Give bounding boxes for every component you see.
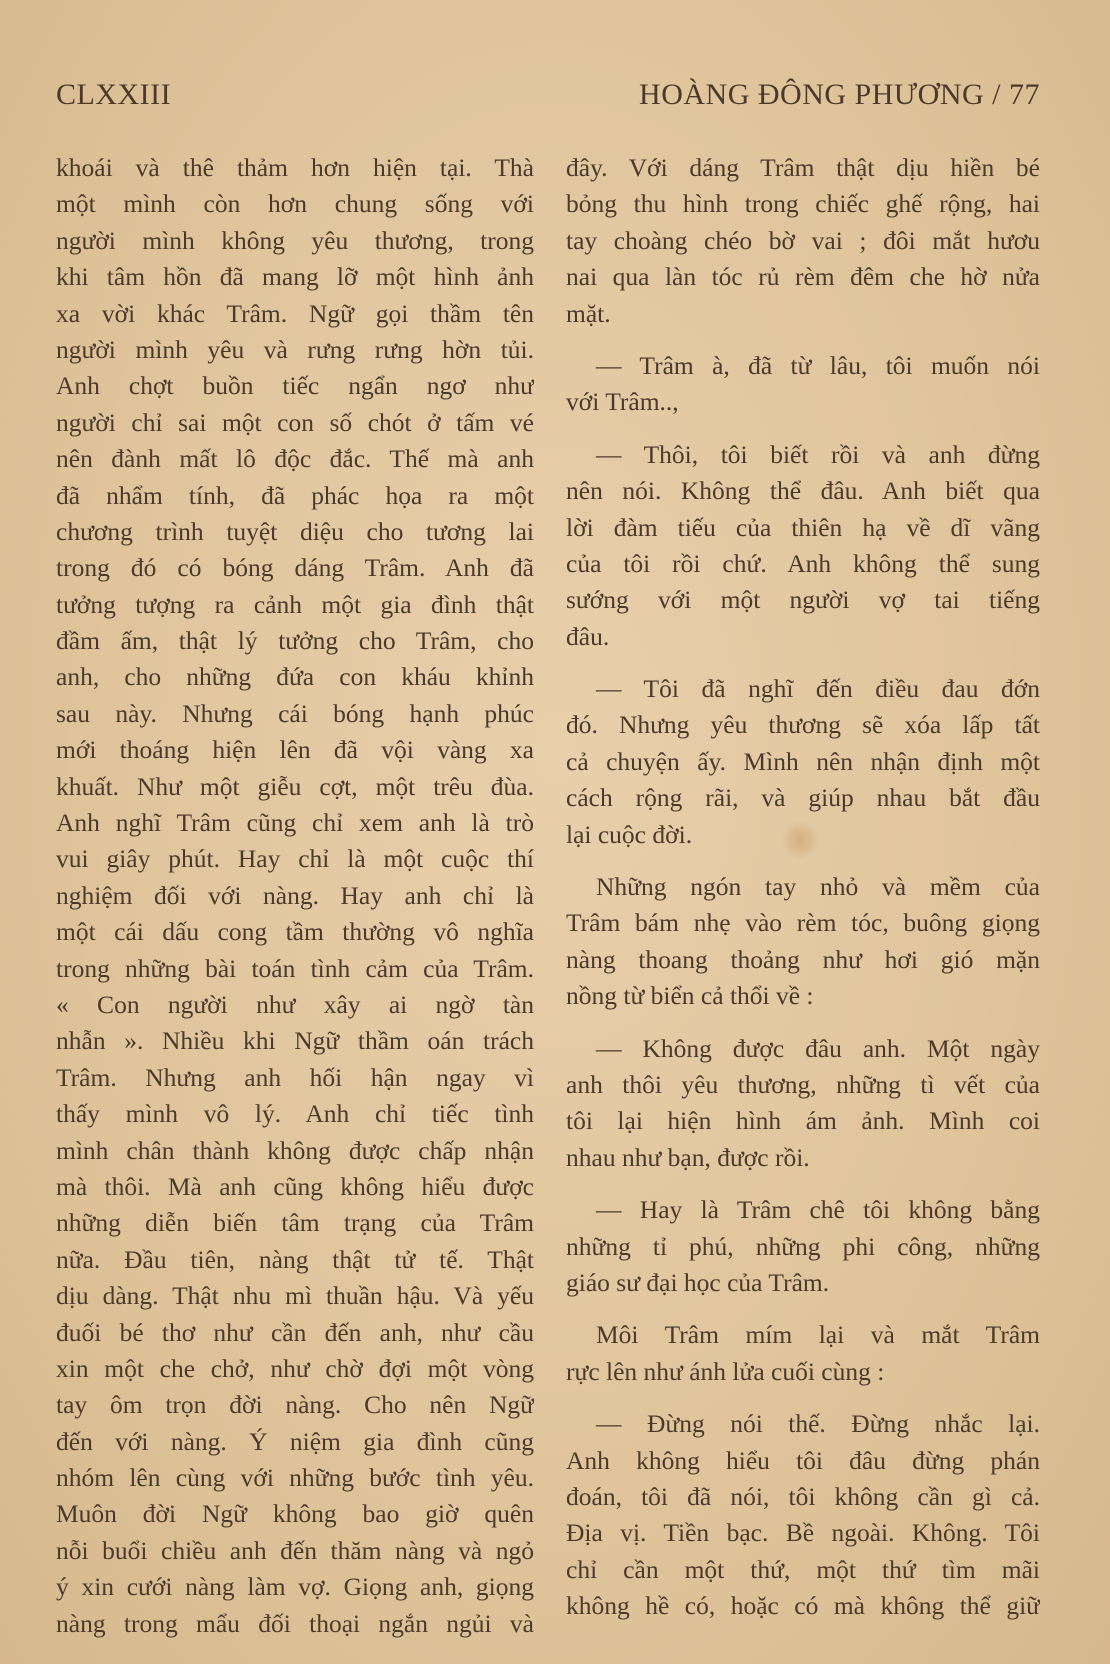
text-line: đuối bé thơ như cần đến anh, như cầu [56, 1317, 534, 1347]
text-line: Những ngón tay nhỏ và mềm của [596, 872, 1040, 902]
text-line: bỏng thu hình trong chiếc ghế rộng, hai [566, 189, 1040, 219]
text-line: xa vời khác Trâm. Ngữ gọi thầm tên [56, 298, 534, 328]
text-line: đây. Với dáng Trâm thật dịu hiền bé [566, 153, 1040, 182]
text-line: — Trâm à, đã từ lâu, tôi muốn nói [596, 350, 1040, 380]
text-line: anh, cho những đứa con kháu khỉnh [56, 662, 534, 692]
text-line: cả chuyện ấy. Mình nên nhận định một [566, 746, 1040, 776]
paragraph-gap [566, 1176, 1040, 1192]
paragraph-gap [566, 332, 1040, 348]
text-line: nàng thoang thoảng như hơi gió mặn [566, 944, 1040, 974]
paragraph-gap [566, 1015, 1040, 1031]
text-line: ý xin cưới nàng làm vợ. Giọng anh, giọng [56, 1572, 534, 1602]
text-line: đoán, tôi đã nói, tôi không cần gì cả. [566, 1481, 1040, 1511]
text-line: Anh chợt buồn tiếc ngẩn ngơ như [56, 371, 534, 401]
text-line: cách rộng rãi, và giúp nhau bắt đầu [566, 783, 1040, 813]
text-line: khi tâm hồn đã mang lỡ một hình ảnh [56, 262, 534, 292]
paragraph-gap [566, 1390, 1040, 1406]
right-text-column [566, 150, 1040, 1624]
paragraph-gap [566, 421, 1040, 437]
text-line: nhau như bạn, được rồi. [566, 1142, 810, 1172]
text-line: nhóm lên cùng với những bước tình yêu. [56, 1463, 534, 1493]
text-line: chỉ cần một thứ, một thứ tìm mãi [566, 1554, 1040, 1584]
paragraph-gap [566, 655, 1040, 671]
text-line: khoái và thê thảm hơn hiện tại. Thà [56, 153, 534, 182]
text-line: rực lên như ánh lửa cuối cùng : [566, 1356, 885, 1386]
text-line: sướng với một người vợ tai tiếng [566, 585, 1040, 615]
page-header [56, 78, 1040, 118]
text-line: nên đành mất lô độc đắc. Thế mà anh [56, 444, 534, 474]
text-line: lại cuộc đời. [566, 819, 693, 849]
text-line: — Hay là Trâm chê tôi không bằng [596, 1195, 1040, 1225]
text-line: Trâm. Nhưng anh hối hận ngay vì [56, 1062, 534, 1092]
text-line: nhẫn ». Nhiều khi Ngữ thầm oán trách [56, 1026, 534, 1056]
paper-stain [780, 820, 820, 860]
text-line: đâu. [566, 621, 610, 651]
text-line: vui giây phút. Hay chỉ là một cuộc thí [56, 844, 534, 874]
text-line: đó. Nhưng yêu thương sẽ xóa lấp tất [566, 710, 1040, 740]
text-line: nàng trong mẩu đối thoại ngắn ngủi và [56, 1608, 534, 1638]
text-line: dịu dàng. Thật nhu mì thuần hậu. Và yếu [56, 1281, 534, 1311]
text-line: mới thoáng hiện lên đã vội vàng xa [56, 735, 534, 765]
left-text-column [56, 150, 534, 1642]
text-line: những tỉ phú, những phi công, những [566, 1231, 1040, 1261]
text-line: nghiệm đối với nàng. Hay anh chỉ là [56, 880, 534, 910]
text-line: người mình yêu và rưng rưng hờn tủi. [56, 334, 534, 364]
text-line: lời đàm tiếu của thiên hạ về dĩ vãng [566, 512, 1040, 542]
text-line: đã nhẩm tính, đã phác họa ra một [56, 480, 534, 510]
text-line: nỗi buổi chiều anh đến thăm nàng và ngỏ [56, 1535, 534, 1565]
text-line: trong những bài toán tình cảm của Trâm. [56, 953, 534, 983]
running-title-page-number: HOÀNG ĐÔNG PHƯƠNG / 77 [639, 78, 1040, 111]
text-line: Anh nghĩ Trâm cũng chỉ xem anh là trò [56, 808, 534, 838]
text-line: Muôn đời Ngữ không bao giờ quên [56, 1499, 534, 1529]
text-line: mà thôi. Mà anh cũng không hiểu được [56, 1171, 534, 1201]
text-line: một cái dấu cong tầm thường vô nghĩa [56, 917, 534, 947]
text-line: Môi Trâm mím lại và mắt Trâm [596, 1320, 1040, 1350]
text-line: của tôi rồi chứ. Anh không thể sung [566, 548, 1040, 578]
text-line: với Trâm.., [566, 387, 679, 417]
text-line: Địa vị. Tiền bạc. Bề ngoài. Không. Tôi [566, 1518, 1040, 1548]
text-line: những diễn biến tâm trạng của Trâm [56, 1208, 534, 1238]
text-line: người mình không yêu thương, trong [56, 225, 534, 255]
text-line: tay ôm trọn đời nàng. Cho nên Ngữ [56, 1390, 534, 1420]
text-line: tay choàng chéo bờ vai ; đôi mắt hươu [566, 225, 1040, 255]
text-line: — Không được đâu anh. Một ngày [596, 1033, 1040, 1063]
text-line: mình chân thành không được chấp nhận [56, 1135, 534, 1165]
text-line: « Con người như xây ai ngờ tàn [56, 989, 534, 1019]
text-line: nai qua làn tóc rủ rèm đêm che hờ nửa [566, 262, 1040, 292]
text-line: nữa. Đầu tiên, nàng thật tử tế. Thật [56, 1244, 534, 1274]
chapter-number: CLXXIII [56, 78, 172, 111]
text-line: — Đừng nói thế. Đừng nhắc lại. [596, 1409, 1040, 1439]
text-line: — Tôi đã nghĩ đến điều đau đớn [596, 674, 1040, 704]
text-line: một mình còn hơn chung sống với [56, 189, 534, 219]
text-line: Trâm bám nhẹ vào rèm tóc, buông giọng [566, 908, 1040, 938]
text-line: khuất. Như một giễu cợt, một trêu đùa. [56, 771, 534, 801]
text-line: nồng từ biển cả thổi về : [566, 981, 814, 1011]
text-line: người chỉ sai một con số chót ở tấm vé [56, 407, 534, 437]
text-line: thấy mình vô lý. Anh chỉ tiếc tình [56, 1099, 534, 1129]
text-line: giáo sư đại học của Trâm. [566, 1267, 830, 1297]
text-line: trong đó có bóng dáng Trâm. Anh đã [56, 553, 534, 583]
text-line: nên nói. Không thể đâu. Anh biết qua [566, 476, 1040, 506]
text-line: tưởng tượng ra cảnh một gia đình thật [56, 589, 534, 619]
text-line: — Thôi, tôi biết rồi và anh đừng [596, 439, 1040, 469]
text-line: mặt. [566, 298, 611, 328]
text-line: sau này. Nhưng cái bóng hạnh phúc [56, 698, 534, 728]
text-line: không hề có, hoặc có mà không thể giữ [566, 1591, 1040, 1621]
paragraph-gap [566, 1301, 1040, 1317]
text-line: đến với nàng. Ý niệm gia đình cũng [56, 1426, 534, 1456]
text-line: anh thôi yêu thương, những tì vết của [566, 1069, 1040, 1099]
text-line: tôi lại hiện hình ám ảnh. Mình coi [566, 1106, 1040, 1136]
text-line: xin một che chở, như chờ đợi một vòng [56, 1353, 534, 1383]
text-line: Anh không hiểu tôi đâu đừng phán [566, 1445, 1040, 1475]
text-line: đầm ấm, thật lý tưởng cho Trâm, cho [56, 626, 534, 656]
text-line: chương trình tuyệt diệu cho tương lai [56, 516, 534, 546]
